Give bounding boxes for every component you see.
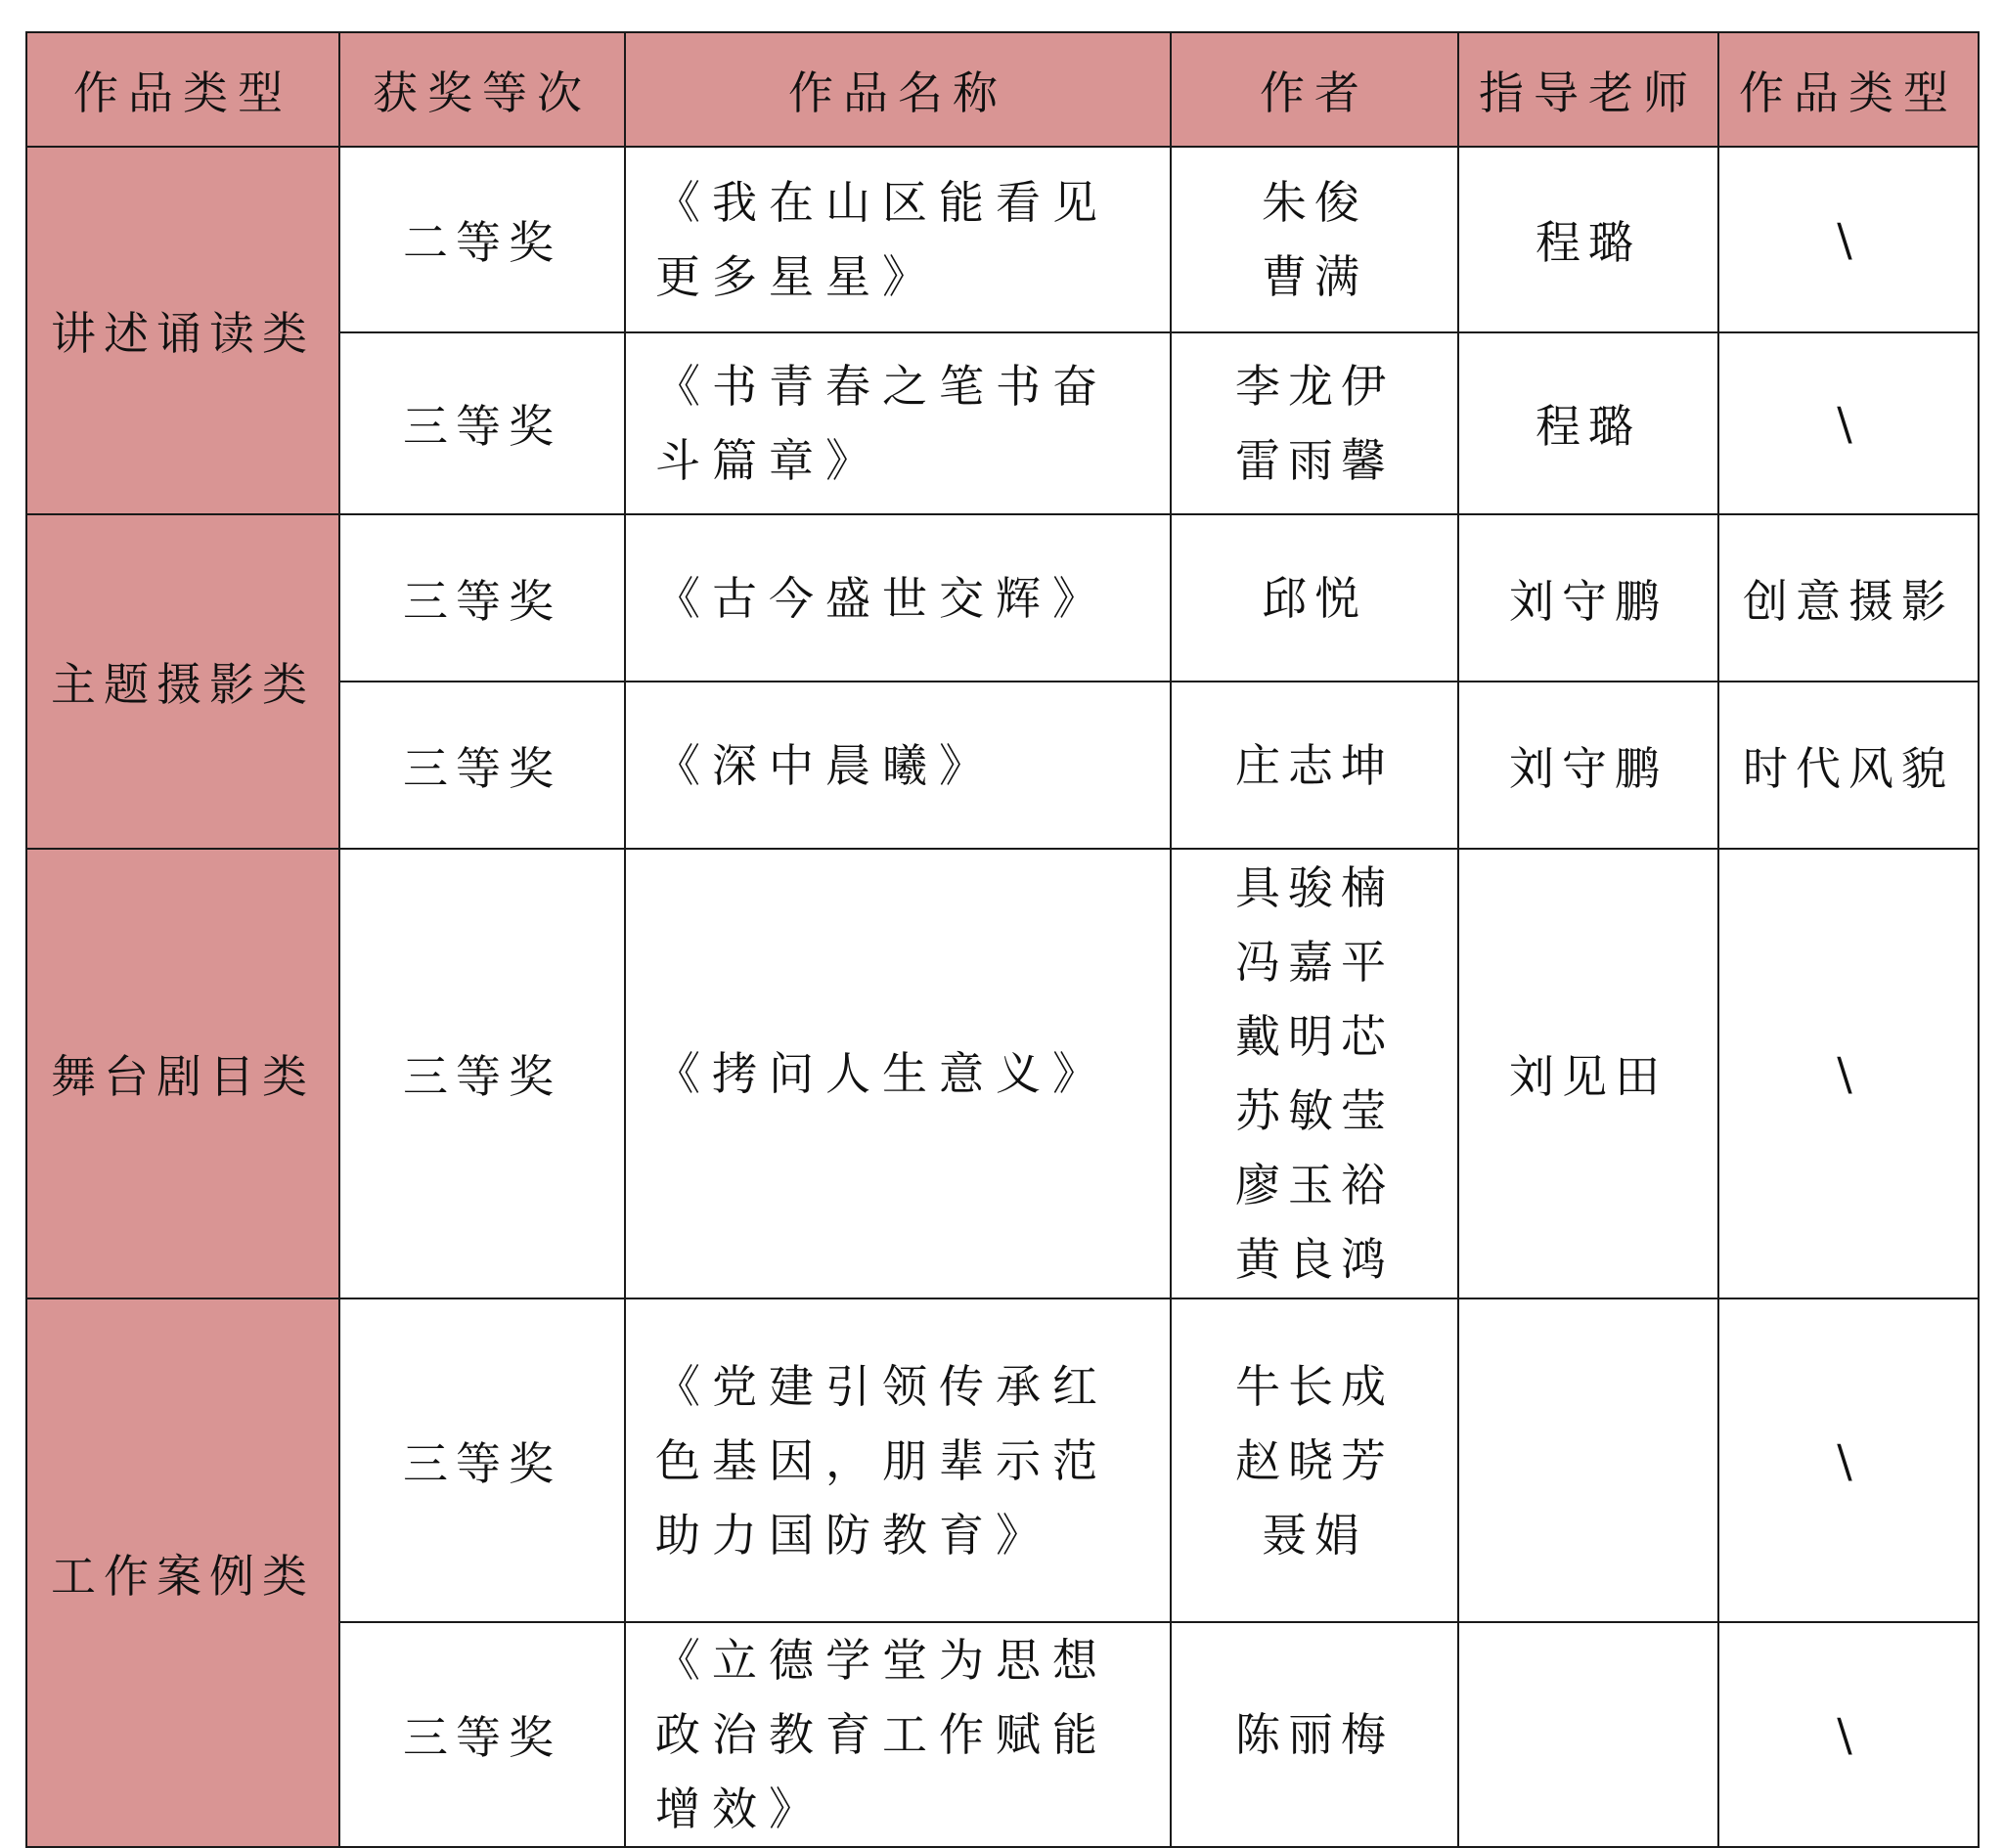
author-name: 聂娟 [1262,1508,1367,1562]
author-name: 雷雨馨 [1235,434,1394,487]
teacher-cell: 刘守鹏 [1458,514,1718,682]
author-name: 陈丽梅 [1235,1708,1394,1761]
table-row [26,147,1979,332]
teacher-cell [1458,1622,1718,1847]
header-row [26,32,1979,147]
authors-cell [1171,1298,1458,1622]
award-cell: 三等奖 [339,1298,625,1622]
award-cell: 三等奖 [339,1622,625,1847]
authors-cell [1171,332,1458,514]
author-name: 苏敏莹 [1235,1084,1394,1137]
table-row [26,849,1979,1298]
title-cell: 《我在山区能看见更多星星》 [625,147,1171,332]
header-cell: 指导老师 [1458,32,1718,147]
header-cell: 获奖等次 [339,32,625,147]
teacher-cell: 程璐 [1458,332,1718,514]
awards-table-container [25,31,1978,1848]
authors-cell [1171,514,1458,682]
author-name: 黄良鸿 [1235,1233,1394,1286]
teacher-cell: 刘见田 [1458,849,1718,1298]
awards-table [25,31,1980,1848]
author-name: 冯嘉平 [1235,936,1394,989]
authors-cell [1171,147,1458,332]
author-name: 邱悦 [1262,571,1367,625]
teacher-cell [1458,1298,1718,1622]
award-cell: 二等奖 [339,147,625,332]
author-name: 具骏楠 [1235,861,1394,914]
title-cell: 《立德学堂为思想政治教育工作赋能增效》 [625,1622,1171,1847]
title-cell: 《书青春之笔书奋斗篇章》 [625,332,1171,514]
teacher-cell: 程璐 [1458,147,1718,332]
type-cell: \ [1718,332,1979,514]
title-cell: 《深中晨曦》 [625,682,1171,849]
category-cell: 主题摄影类 [26,514,339,849]
author-name: 戴明芯 [1235,1010,1394,1063]
table-row [26,1298,1979,1622]
author-name: 李龙伊 [1235,360,1394,413]
type-cell: \ [1718,147,1979,332]
type-cell: 创意摄影 [1718,514,1979,682]
type-cell: 时代风貌 [1718,682,1979,849]
authors-cell [1171,682,1458,849]
author-name: 牛长成 [1235,1359,1394,1413]
award-cell: 三等奖 [339,332,625,514]
author-name: 赵晓芳 [1235,1433,1394,1487]
title-cell: 《古今盛世交辉》 [625,514,1171,682]
category-cell: 舞台剧目类 [26,849,339,1298]
type-cell: \ [1718,1622,1979,1847]
teacher-cell: 刘守鹏 [1458,682,1718,849]
authors-cell [1171,849,1458,1298]
title-cell: 《拷问人生意义》 [625,849,1171,1298]
award-cell: 三等奖 [339,514,625,682]
award-cell: 三等奖 [339,682,625,849]
author-name: 朱俊 [1262,176,1367,229]
author-name: 庄志坤 [1235,738,1394,792]
type-cell: \ [1718,849,1979,1298]
author-name: 廖玉裕 [1235,1159,1394,1211]
header-cell: 作品类型 [26,32,339,147]
title-cell: 《党建引领传承红色基因，朋辈示范助力国防教育》 [625,1298,1171,1622]
type-cell: \ [1718,1298,1979,1622]
header-cell: 作品类型 [1718,32,1979,147]
category-cell: 工作案例类 [26,1298,339,1847]
header-cell: 作者 [1171,32,1458,147]
header-cell: 作品名称 [625,32,1171,147]
award-cell: 三等奖 [339,849,625,1298]
category-cell: 讲述诵读类 [26,147,339,514]
author-name: 曹满 [1262,250,1367,303]
table-row [26,514,1979,682]
authors-cell [1171,1622,1458,1847]
